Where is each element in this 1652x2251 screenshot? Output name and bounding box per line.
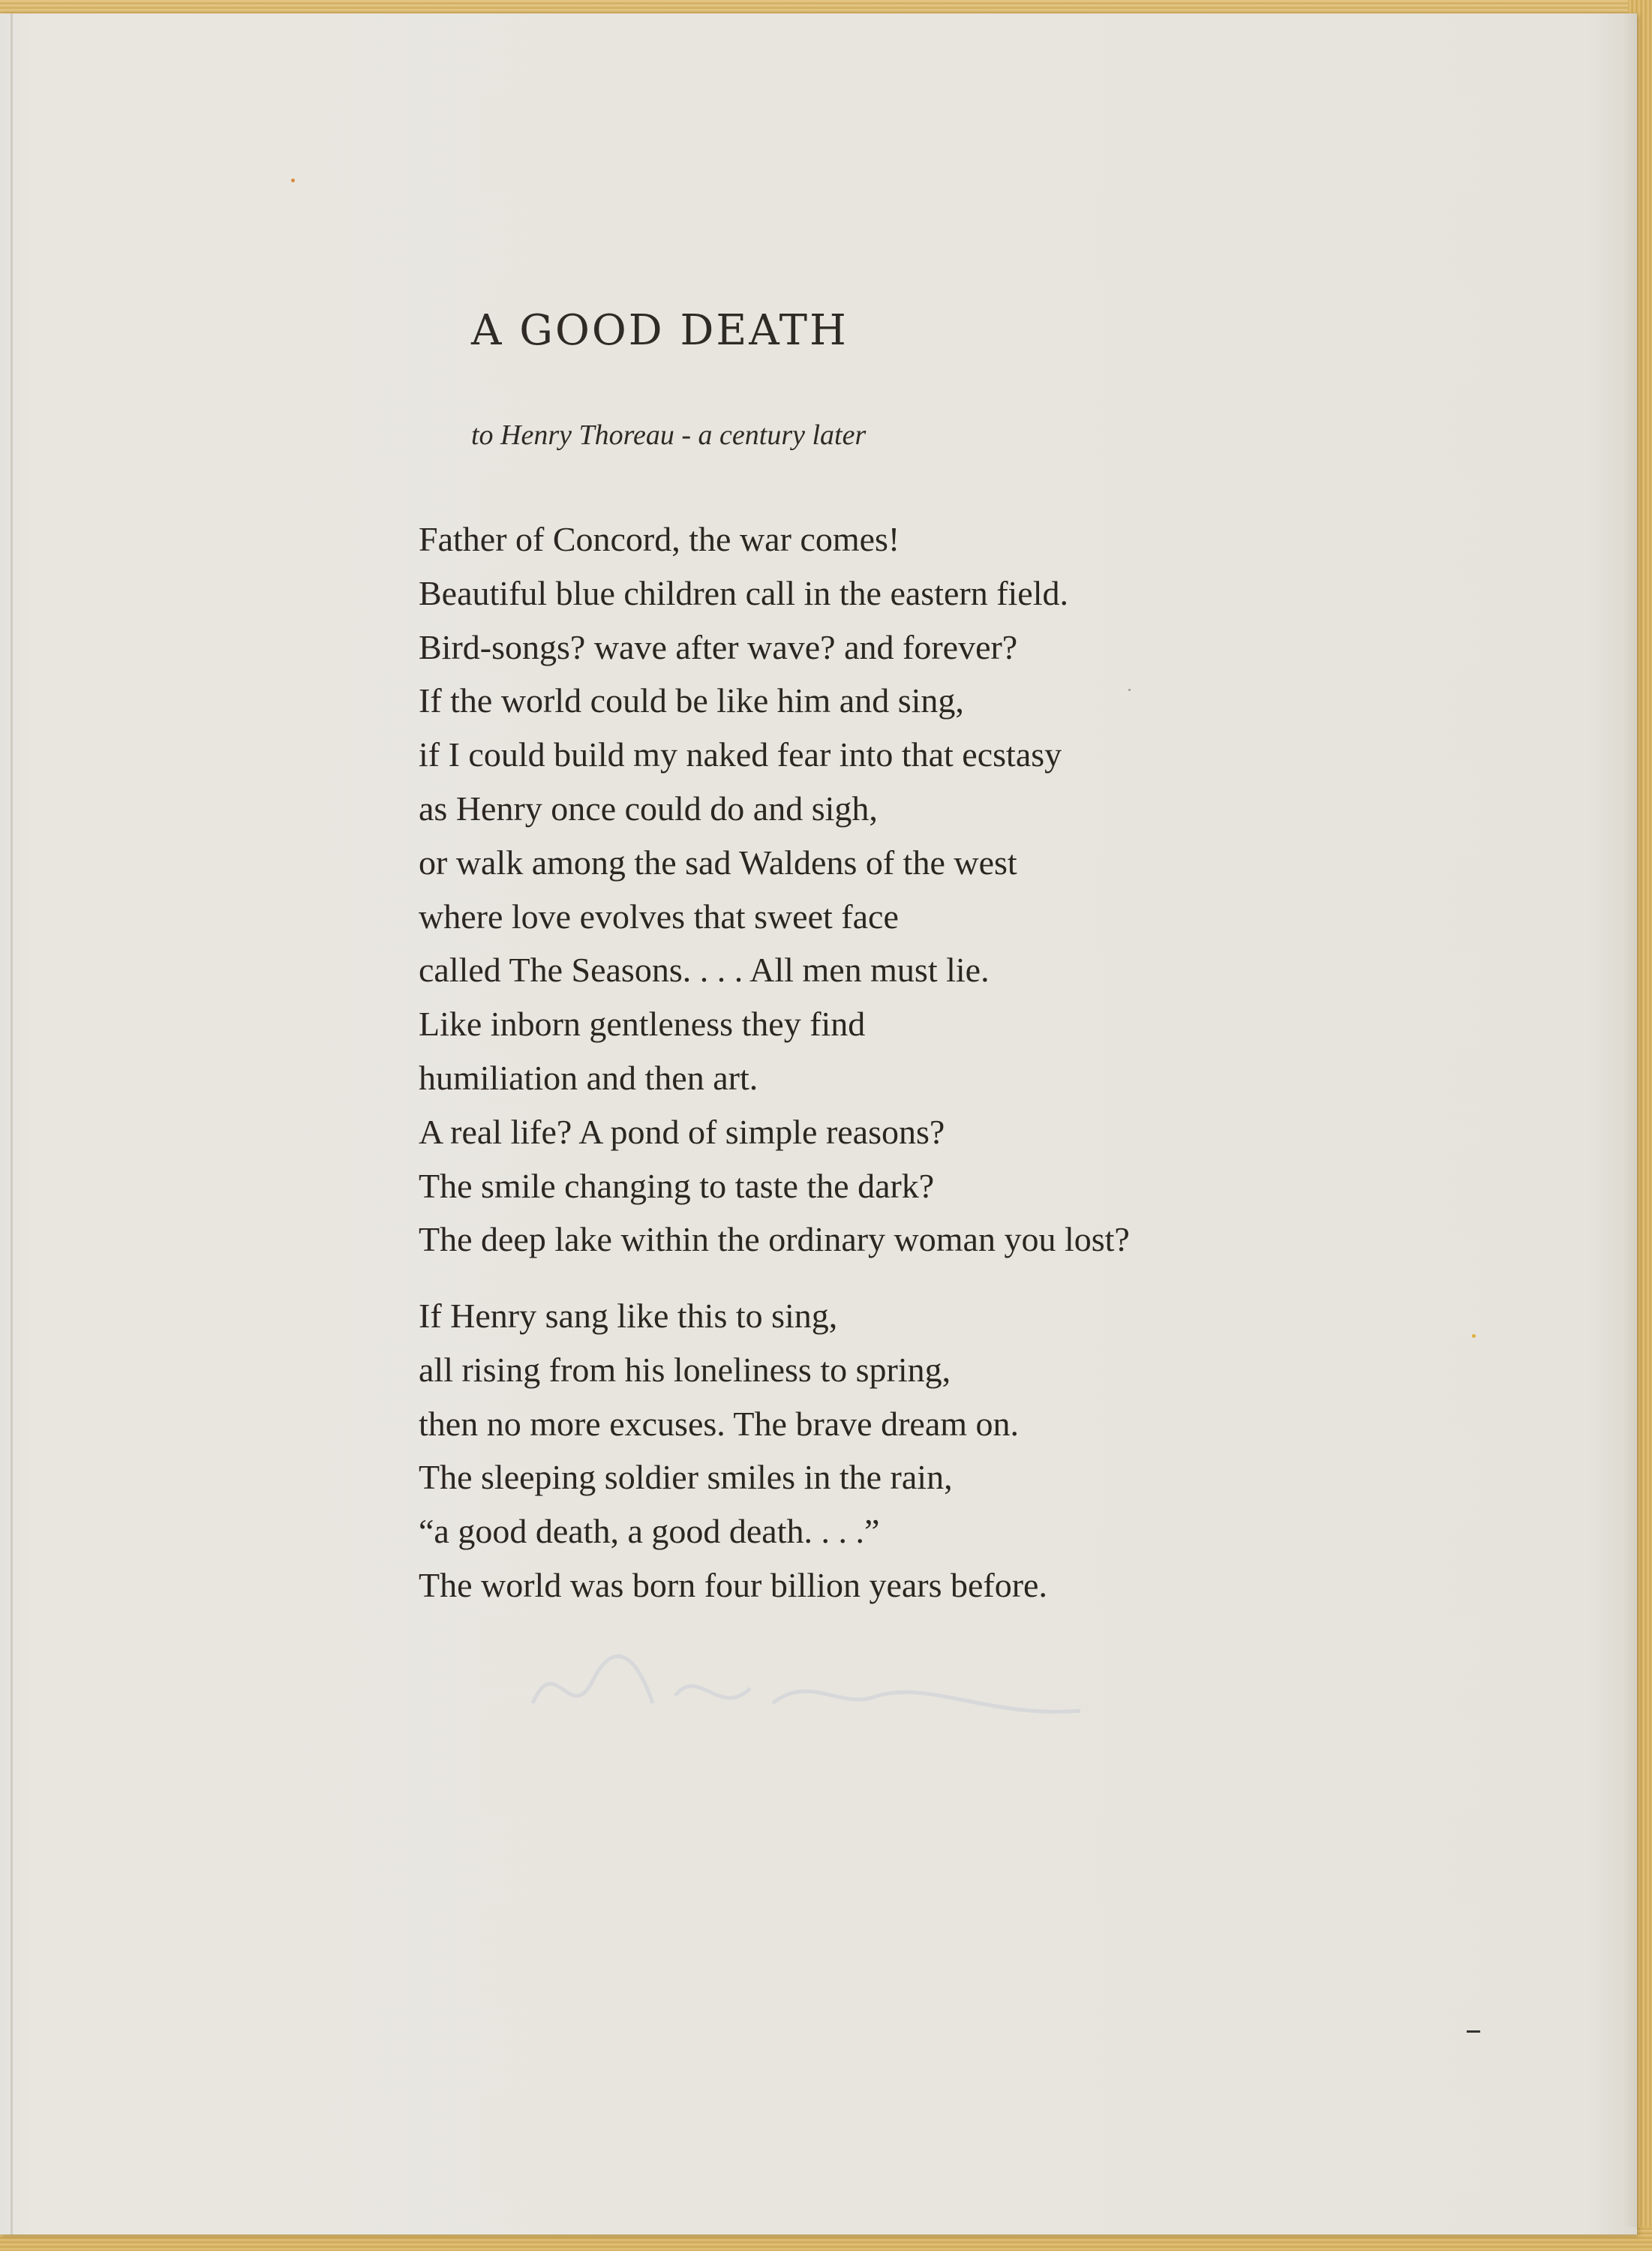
poem-line: where love evolves that sweet face bbox=[419, 897, 899, 936]
poem-line: if I could build my naked fear into that ecstasy bbox=[419, 735, 1062, 774]
poem-dedication: to Henry Thoreau - a century later bbox=[471, 419, 867, 451]
paper-speck bbox=[291, 179, 295, 182]
page-edge bbox=[1620, 14, 1637, 2227]
poem-line: Father of Concord, the war comes! bbox=[419, 520, 900, 558]
poem-line: A real life? A pond of simple reasons? bbox=[419, 1112, 945, 1151]
poem-line: Beautiful blue children call in the eastern field. bbox=[419, 573, 1069, 612]
poem-line: Like inborn gentleness they find bbox=[419, 1005, 866, 1044]
show-through-signature bbox=[525, 1636, 1095, 1756]
poem-line: The deep lake within the ordinary woman you lost? bbox=[419, 1220, 1130, 1259]
poem-line: humiliation and then art. bbox=[419, 1058, 758, 1097]
stanza-2 bbox=[419, 1289, 1047, 1612]
paper-speck bbox=[1472, 1334, 1476, 1338]
poem-line: all rising from his loneliness to spring, bbox=[419, 1350, 951, 1389]
poem-line: then no more excuses. The brave dream on. bbox=[419, 1404, 1020, 1443]
poem-line: as Henry once could do and sigh, bbox=[419, 789, 878, 828]
page-gutter bbox=[11, 14, 13, 2234]
poem-line: If Henry sang like this to sing, bbox=[419, 1297, 838, 1335]
stanza-1 bbox=[419, 512, 1130, 1267]
poem-line: The world was born four billion years before. bbox=[419, 1565, 1047, 1604]
poem-line: The smile changing to taste the dark? bbox=[419, 1166, 935, 1205]
poem-line: Bird-songs? wave after wave? and forever? bbox=[419, 627, 1018, 666]
poem-line: “a good death, a good death. . . .” bbox=[419, 1512, 880, 1551]
paper-mark bbox=[1467, 2030, 1480, 2033]
poem-line: The sleeping soldier smiles in the rain, bbox=[419, 1458, 953, 1497]
poem-line: If the world could be like him and sing, bbox=[419, 681, 964, 720]
poem-line: or walk among the sad Waldens of the west bbox=[419, 843, 1017, 882]
poem-title: A GOOD DEATH bbox=[471, 306, 849, 355]
poem-line: called The Seasons. . . . All men must lie. bbox=[419, 951, 990, 990]
